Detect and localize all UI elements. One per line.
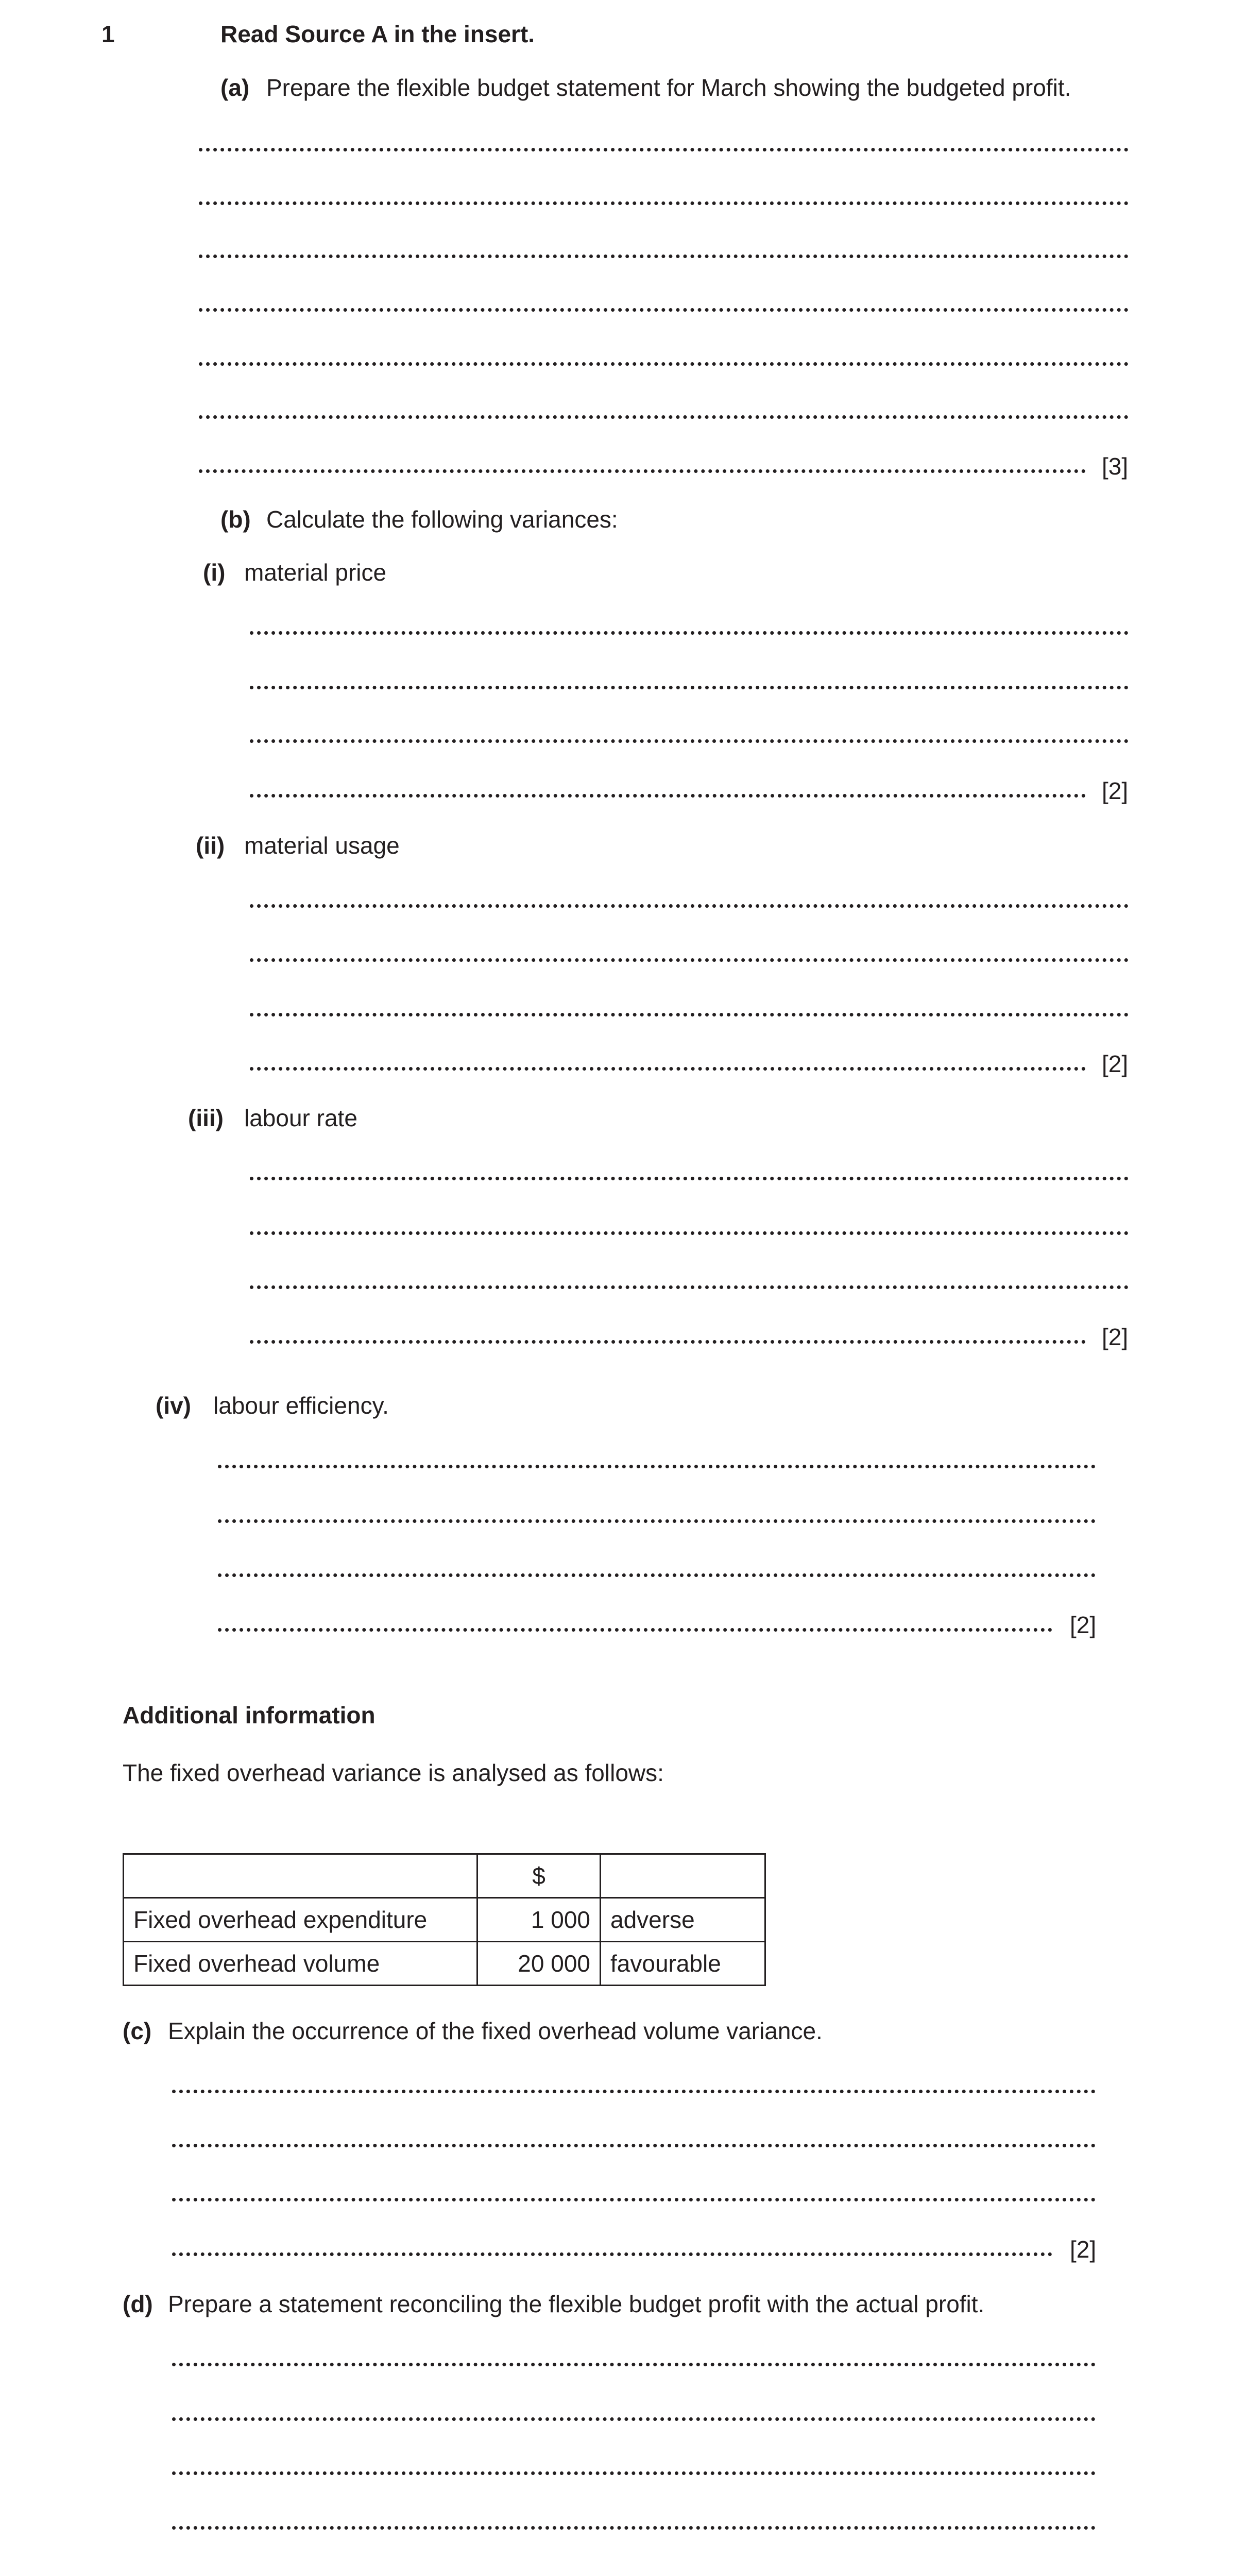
answer-line[interactable] — [199, 308, 1129, 312]
part-b-iii-text: labour rate — [244, 1105, 357, 1131]
mark-allocation: [2] — [1102, 1050, 1129, 1077]
table-cell — [601, 1854, 765, 1898]
answer-line[interactable] — [199, 362, 1129, 366]
answer-line[interactable] — [250, 1340, 1086, 1344]
answer-line[interactable] — [250, 1231, 1129, 1235]
mark-allocation: [2] — [1102, 1324, 1129, 1350]
answer-line[interactable] — [199, 201, 1129, 205]
answer-line[interactable] — [250, 1177, 1129, 1180]
answer-line[interactable] — [172, 2417, 1096, 2421]
part-b-iii-label: (iii) — [188, 1105, 224, 1131]
answer-line[interactable] — [199, 148, 1129, 151]
answer-line[interactable] — [172, 2363, 1096, 2366]
answer-line[interactable] — [172, 2526, 1096, 2530]
answer-line[interactable] — [172, 2144, 1096, 2147]
answer-line[interactable] — [250, 1067, 1086, 1071]
table-cell: $ — [477, 1854, 601, 1898]
answer-line[interactable] — [250, 739, 1129, 743]
answer-line[interactable] — [172, 2471, 1096, 2475]
table-header-row — [124, 1854, 765, 1898]
answer-line[interactable] — [250, 1285, 1129, 1289]
part-b-ii-label: (ii) — [196, 832, 225, 859]
additional-info-text: The fixed overhead variance is analysed as follows: — [123, 1759, 664, 1786]
part-b-text: Calculate the following variances: — [266, 506, 618, 533]
table-cell — [124, 1854, 477, 1898]
part-d-label: (d) — [123, 2291, 153, 2317]
answer-line[interactable] — [218, 1628, 1052, 1632]
answer-line[interactable] — [172, 2252, 1052, 2256]
part-a-label: (a) — [220, 74, 250, 101]
question-number: 1 — [101, 21, 115, 47]
part-c-label: (c) — [123, 2018, 152, 2044]
answer-line[interactable] — [199, 255, 1129, 258]
answer-line[interactable] — [199, 469, 1086, 473]
answer-line[interactable] — [250, 631, 1129, 635]
answer-line[interactable] — [218, 1519, 1096, 1523]
answer-line[interactable] — [172, 2198, 1096, 2201]
answer-line[interactable] — [250, 958, 1129, 962]
table-cell: favourable — [601, 1942, 765, 1986]
answer-line[interactable] — [250, 794, 1086, 798]
part-d-text: Prepare a statement reconciling the flexible budget profit with the actual profit. — [168, 2291, 985, 2317]
part-b-iv-text: labour efficiency. — [213, 1392, 389, 1419]
part-b-i-text: material price — [244, 559, 387, 586]
part-a-text: Prepare the flexible budget statement for March showing the budgeted profit. — [266, 74, 1071, 101]
part-b-i-label: (i) — [203, 559, 226, 586]
table-row — [124, 1942, 765, 1986]
table-cell: 1 000 — [477, 1898, 601, 1942]
mark-allocation: [3] — [1102, 453, 1129, 480]
additional-info-heading: Additional information — [123, 1702, 375, 1728]
answer-line[interactable] — [218, 1465, 1096, 1468]
part-b-label: (b) — [220, 506, 251, 533]
mark-allocation: [2] — [1070, 2236, 1097, 2263]
part-c-text: Explain the occurrence of the fixed overhead volume variance. — [168, 2018, 823, 2044]
answer-line[interactable] — [250, 904, 1129, 908]
mark-allocation: [2] — [1102, 777, 1129, 804]
answer-line[interactable] — [172, 2090, 1096, 2093]
table-cell: Fixed overhead volume — [124, 1942, 477, 1986]
question-heading: Read Source A in the insert. — [220, 21, 535, 47]
part-b-iv-label: (iv) — [156, 1392, 191, 1419]
answer-line[interactable] — [250, 686, 1129, 689]
mark-allocation: [2] — [1070, 1612, 1097, 1638]
fixed-overhead-table — [123, 1853, 766, 1986]
table-cell: 20 000 — [477, 1942, 601, 1986]
table-cell: Fixed overhead expenditure — [124, 1898, 477, 1942]
table-row — [124, 1898, 765, 1942]
answer-line[interactable] — [250, 1013, 1129, 1016]
answer-line[interactable] — [199, 415, 1129, 419]
table-cell: adverse — [601, 1898, 765, 1942]
answer-line[interactable] — [218, 1573, 1096, 1577]
part-b-ii-text: material usage — [244, 832, 400, 859]
